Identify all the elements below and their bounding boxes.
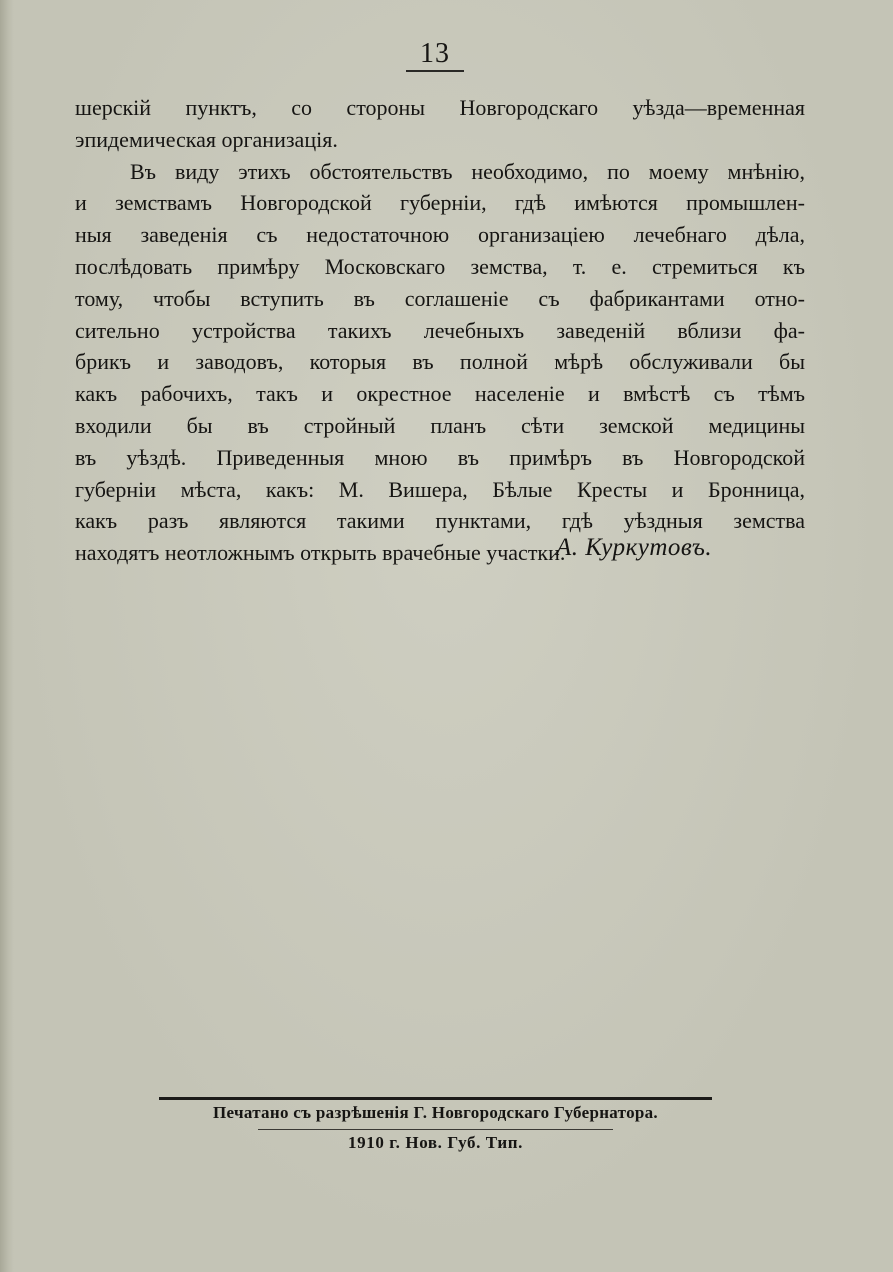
text-line: какъ рабочихъ, такъ и окрестное населеніе и вмѣстѣ съ тѣмъ (75, 381, 805, 407)
text-line: и земствамъ Новгородской губерніи, гдѣ имѣются промышлен- (75, 190, 805, 216)
page-number: 13 (420, 38, 450, 69)
page-number-rule (406, 70, 464, 72)
body-text (75, 92, 805, 569)
author-signature: А. Куркутовъ. (556, 534, 713, 561)
text-line: находятъ неотложнымъ открыть врачебные участки. (75, 540, 566, 566)
text-line: брикъ и заводовъ, которыя въ полной мѣрѣ обслуживали бы (75, 349, 805, 375)
text-line: Въ виду этихъ обстоятельствъ необходимо, по моему мнѣнію, (130, 158, 805, 184)
text-line: ныя заведенія съ недостаточною организаціею лечебнаго дѣла, (75, 222, 805, 248)
imprint-printer: 1910 г. Нов. Губ. Тип. (348, 1133, 523, 1152)
text-line: входили бы въ стройный планъ сѣти земской медицины (75, 412, 805, 438)
text-line: какъ разъ являются такими пунктами, гдѣ уѣздныя земства (75, 508, 805, 534)
imprint-permission: Печатано съ разрѣшенія Г. Новгородскаго Губернатора. (213, 1103, 658, 1122)
text-line: сительно устройства такихъ лечебныхъ заведеній вблизи фа- (75, 317, 805, 343)
text-line: въ уѣздѣ. Приведенныя мною въ примѣръ въ Новгородской (75, 444, 805, 470)
text-line: эпидемическая организація. (75, 126, 338, 152)
text-line: шерскій пунктъ, со стороны Новгородскаго уѣзда—временная (75, 95, 805, 120)
text-line: губерніи мѣста, какъ: М. Вишера, Бѣлые Кресты и Бронница, (75, 476, 805, 502)
page-edge-shadow (0, 0, 14, 1272)
text-line: тому, чтобы вступить въ соглашеніе съ фабрикантами отно- (75, 285, 805, 311)
text-line: послѣдовать примѣру Московскаго земства, т. е. стремиться къ (75, 253, 805, 279)
